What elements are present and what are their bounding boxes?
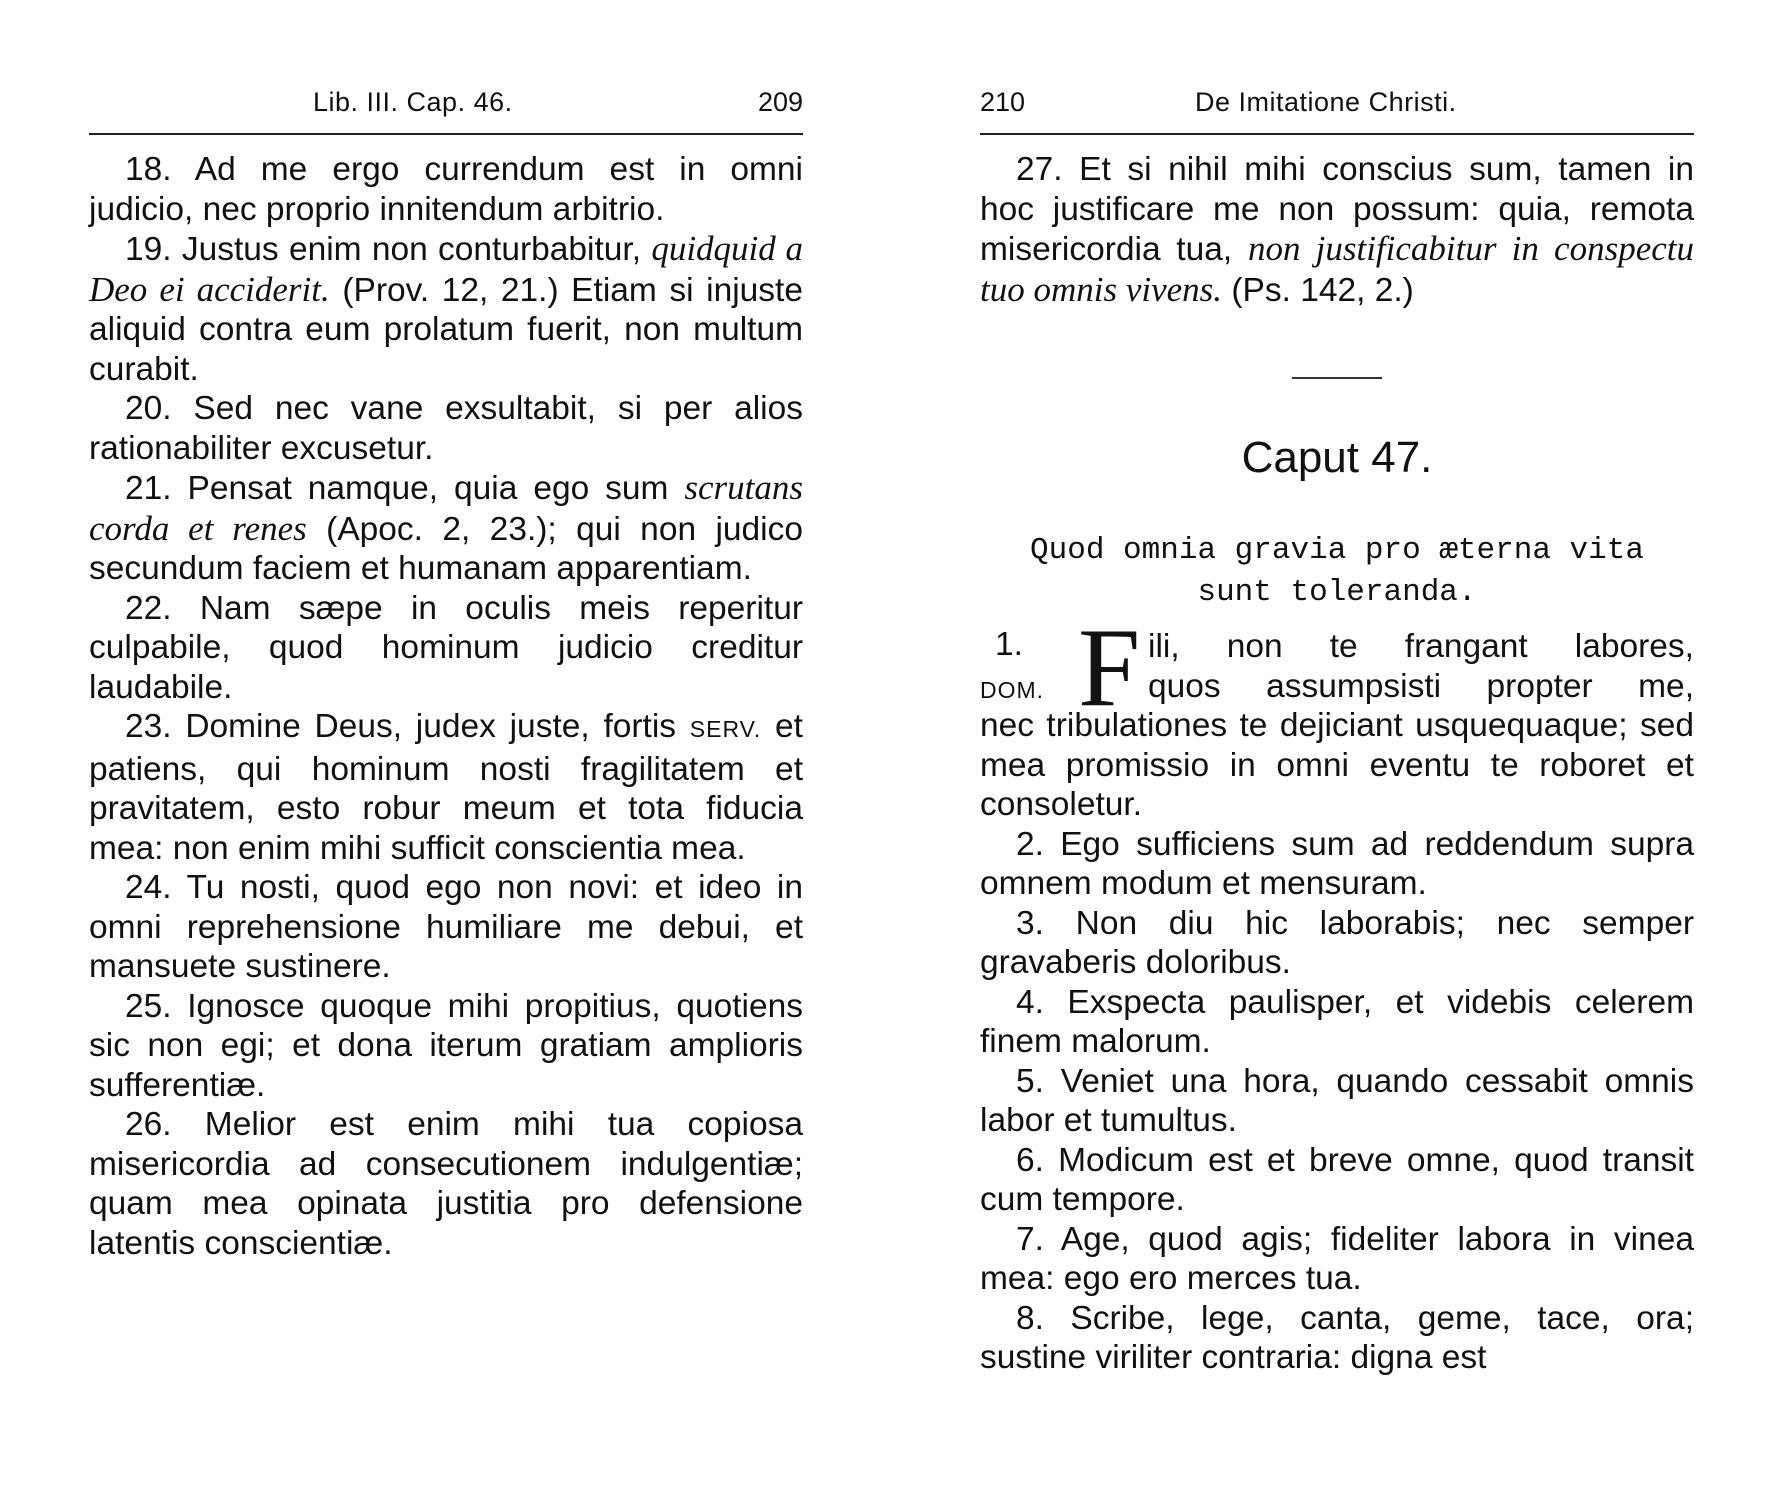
paragraph	[89, 1105, 803, 1263]
running-head-title: De Imitatione Christi.	[1195, 87, 1457, 117]
text-run: 26. Melior est enim mihi tua copiosa misericordia ad consecutionem indulgentiæ; quam mea opinata justitia pro defensione latentis conscientiæ.	[89, 1106, 803, 1262]
paragraph	[89, 229, 803, 389]
text-run: et patiens, qui hominum nosti fragilitatem et pravitatem, esto robur meum et tota fiducia mea: non enim mihi sufficit conscientia mea.	[89, 708, 803, 867]
paragraph	[980, 1299, 1694, 1378]
text-run: 5. Veniet una hora, quando cessabit omnis labor et tumultus.	[980, 1062, 1694, 1139]
paragraph	[980, 1062, 1694, 1141]
chapter-subtitle-line: Quod omnia gravia pro æterna vita	[1030, 533, 1644, 568]
page-number: 210	[980, 87, 1026, 117]
verse-line: quos assumpsisti propter me,	[1148, 667, 1694, 705]
text-run: (Prov. 12, 21.) Etiam si injuste aliquid contra eum prolatum fuerit, non multum curabit.	[89, 271, 803, 388]
left-page-body	[89, 150, 803, 1263]
header-rule	[89, 133, 803, 135]
verse-text: nec tribulationes te dejiciant usquequaque; sed mea promissio in omni eventu te roboret et consoletur.	[980, 707, 1694, 823]
running-head	[980, 82, 1694, 122]
paragraph	[980, 825, 1694, 904]
text-run: 20. Sed nec vane exsultabit, si per alios rationabiliter excusetur.	[89, 390, 803, 467]
italic-quote: scrutans corda et renes	[89, 468, 803, 548]
chapter-body	[980, 606, 1694, 1378]
chapter-heading: Caput 47.	[1241, 433, 1433, 482]
chapter-subtitle-line: sunt toleranda.	[1197, 575, 1477, 610]
header-rule	[980, 133, 1694, 135]
paragraph	[980, 1220, 1694, 1299]
verse-list	[980, 825, 1694, 1378]
page-number: 209	[757, 87, 803, 117]
paragraph	[89, 707, 803, 868]
verse-1	[980, 606, 1694, 825]
paragraph	[89, 389, 803, 468]
speaker-label: DOM.	[980, 677, 1045, 703]
text-run: 24. Tu nosti, quod ego non novi: et ideo in omni reprehensione humiliare me debui, et mansuete sustinere.	[89, 869, 803, 985]
paragraph	[89, 987, 803, 1106]
paragraph	[980, 904, 1694, 983]
text-run: (Apoc. 2, 23.); qui non judico secundum faciem et humanam apparentiam.	[89, 510, 803, 587]
verse-number: 1.	[995, 626, 1023, 663]
paragraph	[980, 1141, 1694, 1220]
text-run: 7. Age, quod agis; fideliter labora in vinea mea: ego ero merces tua.	[980, 1220, 1694, 1297]
paragraph	[980, 983, 1694, 1062]
text-run: 8. Scribe, lege, canta, geme, tace, ora; sustine viriliter contraria: digna est	[980, 1299, 1694, 1376]
italic-quote: non justificabitur in conspectu tuo omnis vivens.	[980, 229, 1694, 309]
running-head-title: Lib. III. Cap. 46.	[313, 87, 513, 117]
drop-cap: F	[1078, 606, 1141, 730]
chapter-subtitle	[980, 530, 1694, 614]
speaker-label: SERV.	[689, 716, 762, 742]
paragraph	[89, 150, 803, 229]
text-run: 25. Ignosce quoque mihi propitius, quotiens sic non egi; et dona iterum gratiam amplioris sufferentiæ.	[89, 987, 803, 1104]
text-run: 23. Domine Deus, judex juste, fortis	[125, 708, 690, 745]
text-run: 3. Non diu hic laborabis; nec semper gravaberis doloribus.	[980, 904, 1694, 981]
text-run: 2. Ego sufficiens sum ad reddendum supra omnem modum et mensuram.	[980, 825, 1694, 902]
text-run: 18. Ad me ergo currendum est in omni judicio, nec proprio innitendum arbitrio.	[89, 151, 803, 228]
text-run: (Ps. 142, 2.)	[1222, 271, 1414, 309]
text-run: 6. Modicum est et breve omne, quod transit cum tempore.	[980, 1141, 1694, 1218]
text-run: 4. Exspecta paulisper, et videbis celerem finem malorum.	[980, 983, 1694, 1060]
running-head	[89, 82, 803, 122]
paragraph	[980, 150, 1694, 310]
italic-quote: quidquid a Deo ei acciderit.	[89, 229, 803, 309]
paragraph	[89, 589, 803, 708]
paragraph	[89, 468, 803, 589]
text-run: 19. Justus enim non conturbabitur,	[125, 231, 652, 268]
section-separator	[1292, 377, 1382, 379]
right-page-top-body	[980, 150, 1694, 310]
text-run: 21. Pensat namque, quia ego sum	[125, 470, 685, 507]
text-run: 22. Nam sæpe in oculis meis reperitur culpabile, quod hominum judicio creditur laudabile.	[89, 589, 803, 706]
paragraph	[89, 868, 803, 987]
text-run: 27. Et si nihil mihi conscius sum, tamen in hoc justificare me non possum: quia, remota misericordia tua,	[980, 151, 1694, 268]
verse-line: ili, non te frangant labores,	[1148, 628, 1694, 665]
